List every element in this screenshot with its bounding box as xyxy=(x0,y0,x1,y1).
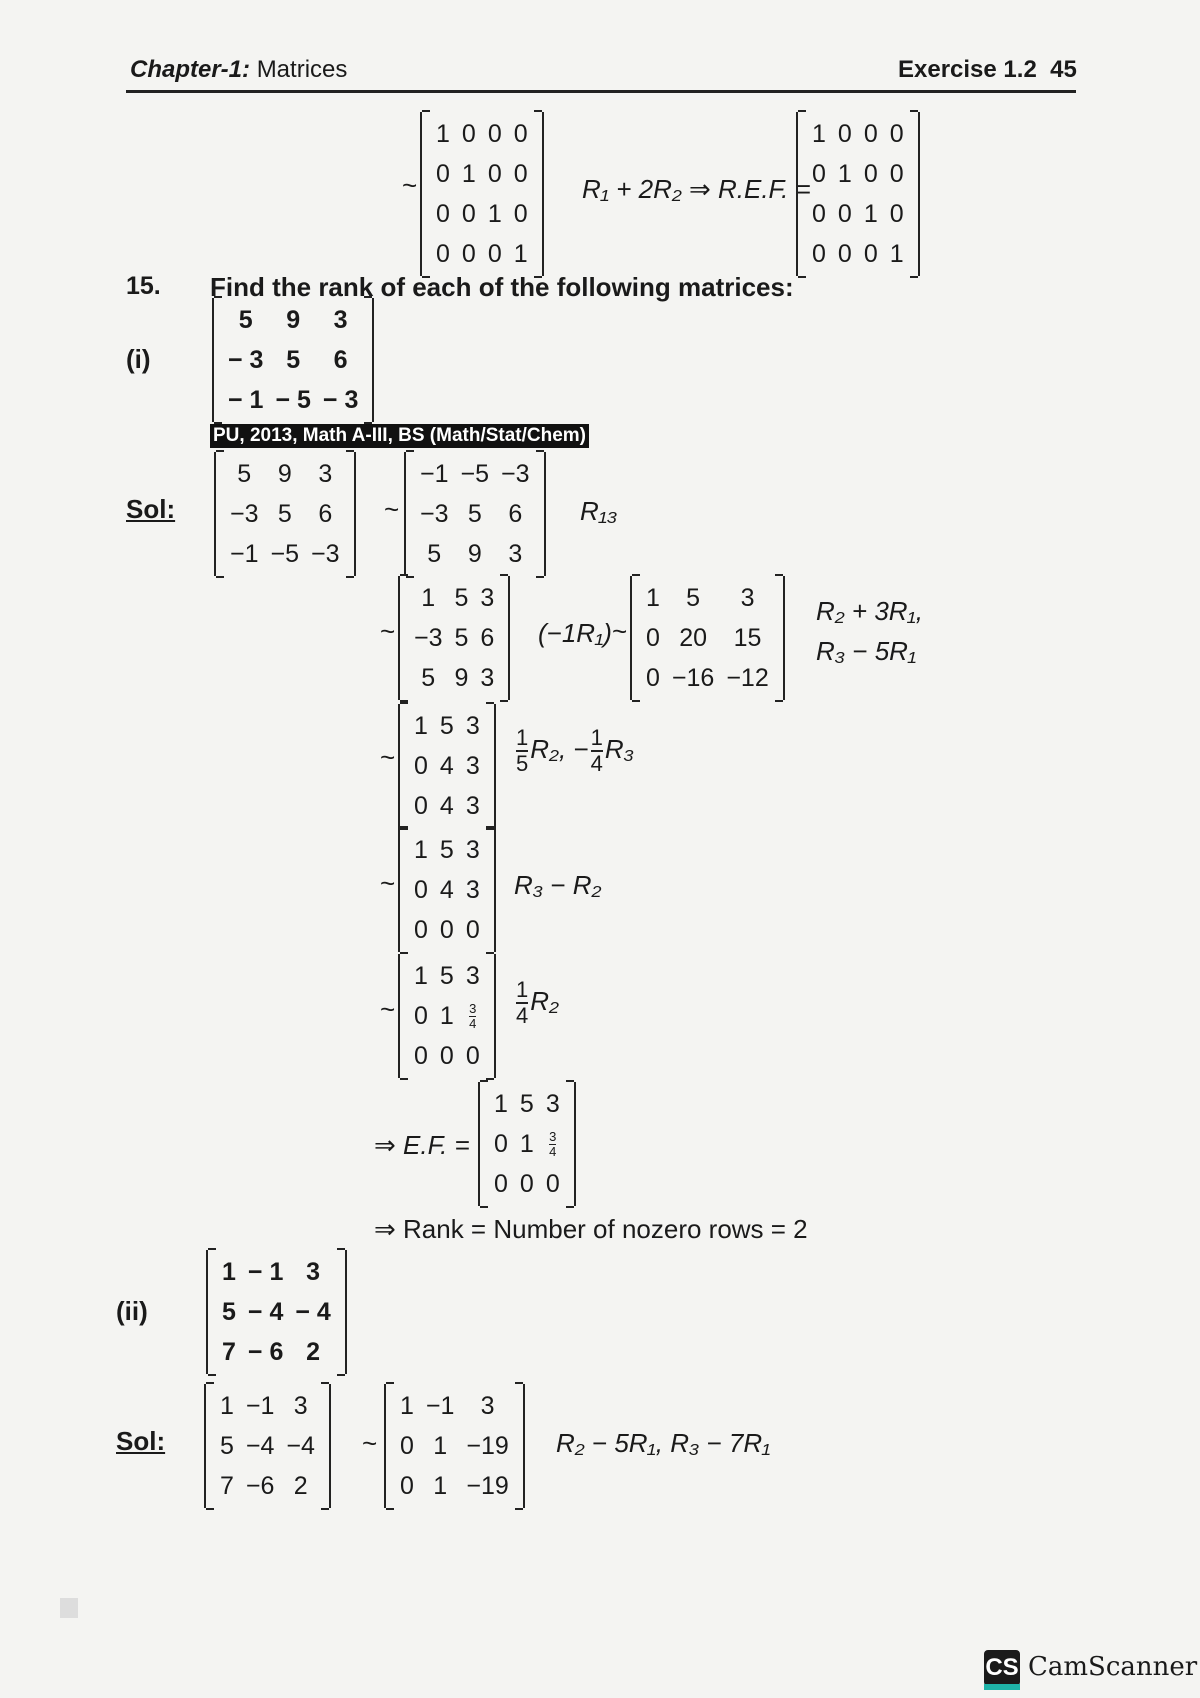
matrix-cell: 0 xyxy=(400,1471,414,1500)
exercise-header xyxy=(898,56,1077,84)
matrix-cell: 5 xyxy=(439,711,454,740)
matrix-cell: 3 xyxy=(465,961,480,990)
tilde: ~ xyxy=(384,494,400,524)
matrix-cell: 3 xyxy=(306,1257,321,1286)
matrix-cell: 1 xyxy=(439,1001,454,1030)
matrix-cell: 4 xyxy=(439,751,454,780)
matrix-cell: 3 xyxy=(318,459,333,488)
matrix-cell: 0 xyxy=(436,239,450,268)
matrix-cell: 6 xyxy=(333,345,348,374)
exercise-label: Exercise 1.2 xyxy=(898,56,1037,83)
matrix-cell: 4 xyxy=(439,875,454,904)
matrix-cell: 0 xyxy=(494,1169,508,1198)
matrix-cell: 3 xyxy=(465,835,480,864)
matrix xyxy=(206,1250,347,1374)
matrix xyxy=(212,298,374,422)
exam-reference: PU, 2013, Math A-III, BS (Math/Stat/Chem) xyxy=(210,424,589,448)
tilde: ~ xyxy=(380,742,396,772)
matrix-cell: − 5 xyxy=(275,385,311,414)
matrix-cell: −3 xyxy=(311,539,340,568)
matrix-cell: 7 xyxy=(222,1337,236,1366)
matrix-cell: 3 xyxy=(480,583,495,612)
matrix-cell: 0 xyxy=(414,1001,428,1030)
matrix-cell: 0 xyxy=(414,875,428,904)
camscanner-logo-stripe xyxy=(984,1684,1020,1690)
matrix-cell: 6 xyxy=(508,499,523,528)
matrix xyxy=(384,1384,525,1508)
matrix-cell: 0 xyxy=(436,199,450,228)
scan-edge xyxy=(60,1598,78,1618)
matrix-cell: 0 xyxy=(461,239,476,268)
matrix-cell: 1 xyxy=(513,239,528,268)
matrix-cell: 3 xyxy=(508,539,523,568)
matrix-cell: 5 xyxy=(220,1431,234,1460)
matrix xyxy=(404,452,546,576)
matrix-cell: 20 xyxy=(679,623,708,652)
matrix-cell: − 4 xyxy=(295,1297,331,1326)
matrix-cell: − 6 xyxy=(247,1337,284,1366)
matrix-cell: 0 xyxy=(414,751,428,780)
chapter-label: Chapter-1: xyxy=(130,56,251,83)
matrix-cell: −1 xyxy=(230,539,259,568)
header-rule xyxy=(126,90,1076,93)
part-label: (i) xyxy=(126,344,151,374)
matrix-cell: 3 xyxy=(293,1391,308,1420)
matrix-cell: 9 xyxy=(277,459,292,488)
matrix-cell: 3 xyxy=(480,663,495,692)
row-operation: R₂ − 5R₁, R₃ − 7R₁ xyxy=(556,1428,771,1458)
matrix-cell: 1 xyxy=(461,159,476,188)
matrix-cell: 0 xyxy=(513,119,528,148)
matrix xyxy=(214,452,356,576)
matrix-cell: 0 xyxy=(465,915,480,944)
tilde: ~ xyxy=(380,868,396,898)
camscanner-logo-icon: CS xyxy=(984,1650,1020,1686)
matrix-cell: 1 xyxy=(812,119,826,148)
matrix-cell: 0 xyxy=(494,1129,508,1158)
matrix-cell: 0 xyxy=(863,119,878,148)
matrix-cell: 5 xyxy=(421,663,436,692)
matrix-cell: 4 xyxy=(439,791,454,820)
matrix-cell: 0 xyxy=(812,159,826,188)
matrix-cell: 0 xyxy=(837,239,852,268)
matrix-cell: 0 xyxy=(461,119,476,148)
tilde: ~ xyxy=(402,170,418,200)
matrix-cell: 1 xyxy=(433,1471,448,1500)
chapter-header xyxy=(130,56,347,84)
matrix-cell: 9 xyxy=(454,663,469,692)
matrix-cell: 1 xyxy=(863,199,878,228)
matrix-cell: 0 xyxy=(646,663,660,692)
matrix-cell: 1 xyxy=(222,1257,236,1286)
page-number: 45 xyxy=(1050,56,1077,83)
matrix-cell: 0 xyxy=(465,1041,480,1070)
matrix-cell: 0 xyxy=(545,1169,560,1198)
solution-label: Sol: xyxy=(116,1426,166,1456)
chapter-title: Matrices xyxy=(256,56,348,83)
matrix xyxy=(398,954,496,1078)
matrix-cell: 2 xyxy=(306,1337,321,1366)
row-operation: R₃ − 5R₁ xyxy=(816,636,917,666)
rank-statement: ⇒ Rank = Number of nozero rows = 2 xyxy=(374,1214,808,1244)
matrix xyxy=(420,112,544,276)
matrix-cell: 0 xyxy=(863,159,878,188)
matrix-cell: − 3 xyxy=(322,385,359,414)
matrix-cell: 0 xyxy=(439,915,454,944)
matrix-cell: −6 xyxy=(245,1471,275,1500)
row-operation: R₁₃ xyxy=(580,496,618,526)
matrix-cell: 0 xyxy=(519,1169,534,1198)
row-operation: (−1R₁) xyxy=(538,618,612,648)
matrix-cell: 5 xyxy=(454,583,469,612)
matrix-cell: 5 xyxy=(427,539,442,568)
matrix-cell: − 3 xyxy=(228,345,264,374)
matrix-cell: 3 xyxy=(740,583,755,612)
matrix xyxy=(630,576,785,700)
matrix-cell: 5 xyxy=(286,345,301,374)
matrix-cell: 5 xyxy=(238,305,253,334)
matrix-cell: 3 xyxy=(545,1089,560,1118)
matrix-cell: 3 xyxy=(465,875,480,904)
matrix-cell: 1 xyxy=(220,1391,234,1420)
tilde: ~ xyxy=(362,1428,378,1458)
matrix-cell: 0 xyxy=(812,199,826,228)
matrix-cell: 5 xyxy=(439,835,454,864)
matrix-cell: 0 xyxy=(837,119,852,148)
matrix-cell: 5 xyxy=(277,499,292,528)
matrix-cell: 0 xyxy=(646,623,660,652)
matrix-cell: 0 xyxy=(889,199,904,228)
matrix-cell: −1 xyxy=(245,1391,275,1420)
matrix-cell: 2 xyxy=(293,1471,308,1500)
matrix-cell: 7 xyxy=(220,1471,234,1500)
solution-label: Sol: xyxy=(126,494,176,524)
row-operation: $\frac{1}{5}$ R₂, − $\frac{1}{4}$ R₃ xyxy=(516,725,634,776)
matrix-cell: $\frac{3}{4}$ xyxy=(549,1128,557,1159)
matrix-cell: −12 xyxy=(726,663,769,692)
matrix-cell: −16 xyxy=(671,663,715,692)
matrix-cell: −4 xyxy=(245,1431,275,1460)
matrix-cell: 0 xyxy=(863,239,878,268)
matrix-cell: 9 xyxy=(286,305,301,334)
matrix-cell: 1 xyxy=(519,1129,534,1158)
matrix xyxy=(796,112,920,276)
tilde: ~ xyxy=(380,616,396,646)
matrix-cell: 0 xyxy=(414,915,428,944)
matrix-cell: 1 xyxy=(414,961,428,990)
matrix xyxy=(478,1082,576,1206)
tilde: ~ xyxy=(380,994,396,1024)
tilde: ~ xyxy=(612,616,628,646)
matrix-cell: 0 xyxy=(461,199,476,228)
matrix-cell: 1 xyxy=(421,583,436,612)
matrix-cell: 5 xyxy=(454,623,469,652)
matrix-cell: 0 xyxy=(513,159,528,188)
matrix xyxy=(398,828,496,952)
matrix-cell: 1 xyxy=(436,119,450,148)
matrix xyxy=(398,576,510,700)
question-text: Find the rank of each of the following matrices: xyxy=(210,272,794,302)
echelon-form-label: ⇒ E.F. = xyxy=(374,1130,470,1160)
matrix-cell: 0 xyxy=(487,159,502,188)
question-number: 15. xyxy=(126,272,161,300)
matrix-cell: 1 xyxy=(433,1431,448,1460)
matrix-cell: 1 xyxy=(889,239,904,268)
matrix-cell: 5 xyxy=(519,1089,534,1118)
row-operation: R₃ − R₂ xyxy=(514,870,602,900)
row-operation: R₁ + 2R₂ ⇒ R.E.F. = xyxy=(582,174,811,204)
matrix-cell: 0 xyxy=(487,239,502,268)
matrix-cell: 0 xyxy=(439,1041,454,1070)
matrix-cell: −3 xyxy=(501,459,530,488)
matrix-cell: −19 xyxy=(466,1431,509,1460)
matrix-cell: 0 xyxy=(513,199,528,228)
matrix-cell: 3 xyxy=(465,751,480,780)
matrix-cell: 3 xyxy=(465,711,480,740)
matrix-cell: 5 xyxy=(439,961,454,990)
matrix-cell: 0 xyxy=(889,159,904,188)
matrix-cell: 0 xyxy=(487,119,502,148)
matrix-cell: 5 xyxy=(467,499,482,528)
matrix-cell: −19 xyxy=(466,1471,509,1500)
matrix-cell: −3 xyxy=(420,499,449,528)
matrix-cell: 1 xyxy=(646,583,660,612)
matrix-cell: − 1 xyxy=(228,385,264,414)
matrix-cell: 1 xyxy=(414,711,428,740)
row-operation: R₂ + 3R₁, xyxy=(816,596,923,626)
fraction: $\frac{1}{4}$ xyxy=(590,725,603,776)
matrix-cell: −4 xyxy=(286,1431,315,1460)
matrix-cell: 6 xyxy=(480,623,495,652)
matrix xyxy=(398,704,496,828)
matrix-cell: −5 xyxy=(270,539,300,568)
matrix-cell: − 1 xyxy=(247,1257,284,1286)
matrix-cell: 6 xyxy=(318,499,333,528)
matrix-cell: 9 xyxy=(467,539,482,568)
matrix-cell: 3 xyxy=(480,1391,495,1420)
camscanner-watermark: CamScanner xyxy=(1028,1652,1198,1682)
matrix-cell: −1 xyxy=(425,1391,455,1420)
part-label: (ii) xyxy=(116,1296,148,1326)
matrix-cell: −1 xyxy=(420,459,449,488)
fraction: $\frac{1}{4}$ xyxy=(516,977,529,1028)
matrix-cell: 5 xyxy=(222,1297,236,1326)
matrix-cell: 1 xyxy=(837,159,852,188)
matrix xyxy=(204,1384,331,1508)
matrix-cell: 1 xyxy=(487,199,502,228)
matrix-cell: 1 xyxy=(494,1089,508,1118)
matrix-cell: 0 xyxy=(889,119,904,148)
matrix-cell: $\frac{3}{4}$ xyxy=(469,1000,477,1031)
matrix-cell: 0 xyxy=(837,199,852,228)
matrix-cell: 5 xyxy=(686,583,701,612)
matrix-cell: 5 xyxy=(237,459,252,488)
matrix-cell: 0 xyxy=(414,1041,428,1070)
matrix-cell: 15 xyxy=(733,623,762,652)
matrix-cell: 1 xyxy=(414,835,428,864)
matrix-cell: 3 xyxy=(465,791,480,820)
matrix-cell: 1 xyxy=(400,1391,414,1420)
matrix-cell: −5 xyxy=(460,459,490,488)
matrix-cell: 0 xyxy=(414,791,428,820)
matrix-cell: −3 xyxy=(414,623,443,652)
matrix-cell: −3 xyxy=(230,499,259,528)
matrix-cell: − 4 xyxy=(247,1297,284,1326)
matrix-cell: 0 xyxy=(436,159,450,188)
row-operation: $\frac{1}{4}$ R₂ xyxy=(516,977,559,1028)
matrix-cell: 0 xyxy=(400,1431,414,1460)
matrix-cell: 3 xyxy=(333,305,348,334)
matrix-cell: 0 xyxy=(812,239,826,268)
fraction: $\frac{1}{5}$ xyxy=(516,725,529,776)
